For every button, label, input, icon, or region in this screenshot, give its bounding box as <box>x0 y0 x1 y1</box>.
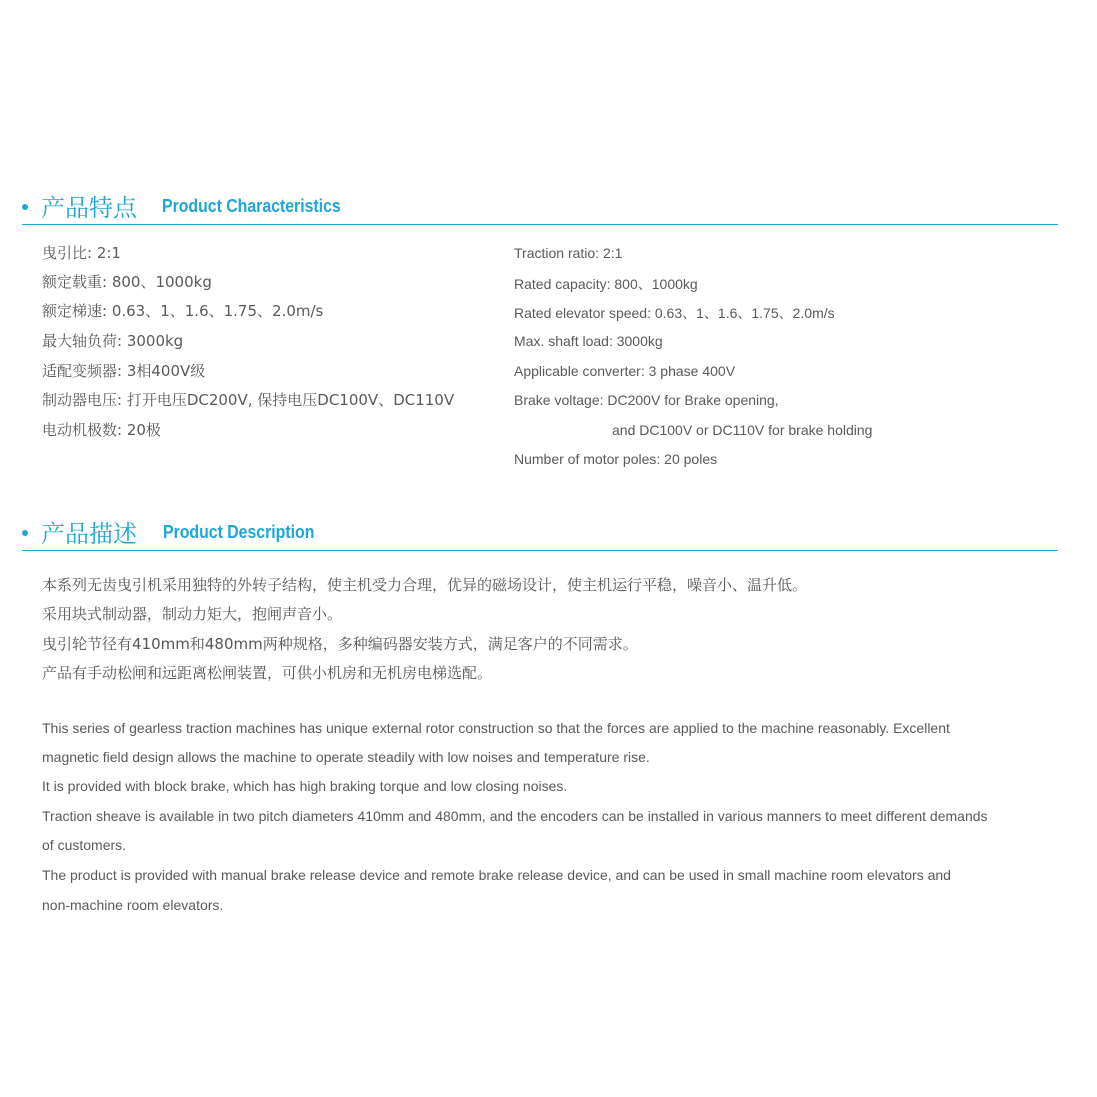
spec-en-line: Traction ratio: 2:1 <box>514 245 623 261</box>
description-en-line: It is provided with block brake, which has high braking torque and low closing noises. <box>42 778 568 794</box>
spec-cn-line: 曳引比: 2:1 <box>42 244 121 262</box>
description-en-line: non-machine room elevators. <box>42 897 224 913</box>
characteristics-header <box>22 194 1058 225</box>
description-cn-line: 采用块式制动器，制动力矩大，抱闸声音小。 <box>42 605 343 623</box>
description-header <box>22 520 1058 551</box>
spec-en-line: Brake voltage: DC200V for Brake opening, <box>514 392 779 408</box>
description-title-en: Product Description <box>163 522 315 542</box>
description-en-line: The product is provided with manual brake release device and remote brake release device, and can be used in small machine room elevators and <box>42 867 951 883</box>
description-en-line: Traction sheave is available in two pitch diameters 410mm and 480mm, and the encoders can be installed in various manners to meet different demands <box>42 808 988 824</box>
spec-en-line: Applicable converter: 3 phase 400V <box>514 363 736 379</box>
spec-cn-line: 适配变频器: 3相400V级 <box>42 362 206 380</box>
spec-en-line: Rated elevator speed: 0.63、1、1.6、1.75、2.0m/s <box>514 305 835 321</box>
description-cn-line: 曳引轮节径有410mm和480mm两种规格，多种编码器安装方式，满足客户的不同需求。 <box>42 635 638 653</box>
spec-en-line: Max. shaft load: 3000kg <box>514 333 663 349</box>
characteristics-title-en: Product Characteristics <box>162 196 341 216</box>
description-cn-line: 本系列无齿曳引机采用独特的外转子结构，使主机受力合理，优异的磁场设计，使主机运行平稳，噪音小、温升低。 <box>42 576 808 594</box>
description-en-line: This series of gearless traction machines has unique external rotor construction so that the forces are applied to the machine reasonably. Excellent <box>42 720 950 736</box>
spec-cn-line: 额定载重: 800、1000kg <box>42 273 212 291</box>
bullet-icon <box>22 204 28 210</box>
spec-en-line: Rated capacity: 800、1000kg <box>514 276 698 292</box>
description-en-line: of customers. <box>42 837 127 853</box>
spec-cn-line: 电动机极数: 20极 <box>42 421 161 439</box>
spec-en-line: Number of motor poles: 20 poles <box>514 451 718 467</box>
spec-cn-line: 额定梯速: 0.63、1、1.6、1.75、2.0m/s <box>42 302 324 320</box>
description-title-cn: 产品描述 <box>41 520 137 548</box>
description-cn-line: 产品有手动松闸和远距离松闸装置，可供小机房和无机房电梯选配。 <box>42 664 493 682</box>
description-en-line: magnetic field design allows the machine to operate steadily with low noises and temperature rise. <box>42 749 650 765</box>
characteristics-title-cn: 产品特点 <box>41 194 137 222</box>
spec-en-line: and DC100V or DC110V for brake holding <box>612 422 873 438</box>
spec-cn-line: 制动器电压: 打开电压DC200V, 保持电压DC100V、DC110V <box>42 391 455 409</box>
spec-cn-line: 最大轴负荷: 3000kg <box>42 332 184 350</box>
bullet-icon <box>22 530 28 536</box>
